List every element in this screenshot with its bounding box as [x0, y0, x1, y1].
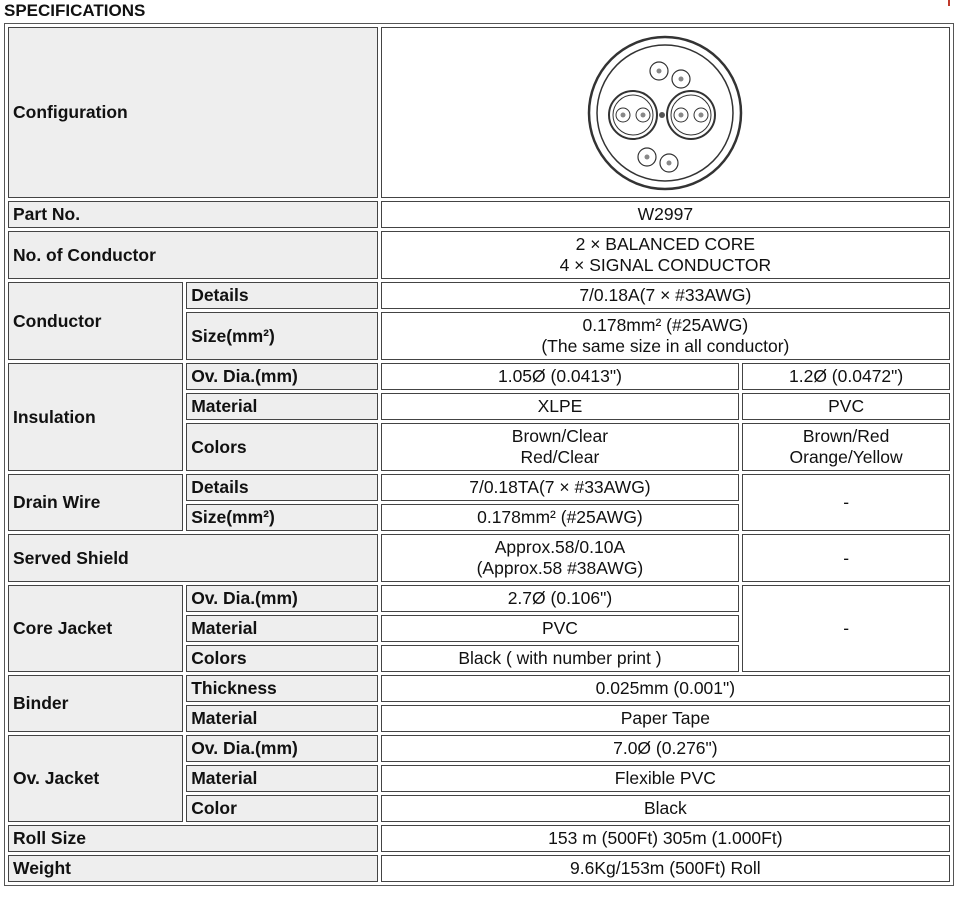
core-jacket-colors-value: Black ( with number print )	[381, 645, 740, 672]
table-row	[8, 534, 950, 582]
served-shield-label: Served Shield	[8, 534, 378, 582]
served-shield-other: -	[742, 534, 950, 582]
drain-wire-details-label: Details	[186, 474, 378, 501]
drain-wire-size-value: 0.178mm² (#25AWG)	[381, 504, 740, 531]
ov-jacket-color-label: Color	[186, 795, 378, 822]
insulation-colors-b-line-2: Orange/Yellow	[789, 447, 903, 467]
ov-jacket-material-value: Flexible PVC	[381, 765, 950, 792]
binder-label: Binder	[8, 675, 183, 732]
insulation-dia-b: 1.2Ø (0.0472")	[742, 363, 950, 390]
insulation-label: Insulation	[8, 363, 183, 471]
part-no-value: W2997	[381, 201, 950, 228]
conductors-line-2: 4 × SIGNAL CONDUCTOR	[559, 255, 772, 275]
insulation-dia-a: 1.05Ø (0.0413")	[381, 363, 740, 390]
ov-jacket-dia-value: 7.0Ø (0.276")	[381, 735, 950, 762]
ov-jacket-material-label: Material	[186, 765, 378, 792]
table-row	[8, 855, 950, 882]
core-jacket-other: -	[742, 585, 950, 672]
roll-size-value: 153 m (500Ft) 305m (1.000Ft)	[381, 825, 950, 852]
core-jacket-colors-label: Colors	[186, 645, 378, 672]
drain-wire-label: Drain Wire	[8, 474, 183, 531]
served-shield-value	[381, 534, 740, 582]
ov-jacket-label: Ov. Jacket	[8, 735, 183, 822]
core-jacket-label: Core Jacket	[8, 585, 183, 672]
table-row	[8, 27, 950, 198]
core-jacket-material-label: Material	[186, 615, 378, 642]
conductor-details-value: 7/0.18A(7 × #33AWG)	[381, 282, 950, 309]
insulation-material-b: PVC	[742, 393, 950, 420]
insulation-material-label: Material	[186, 393, 378, 420]
table-row	[8, 585, 950, 612]
part-no-label: Part No.	[8, 201, 378, 228]
cable-cross-section-diagram	[585, 33, 745, 193]
table-row	[8, 231, 950, 279]
insulation-material-a: XLPE	[381, 393, 740, 420]
conductor-label: Conductor	[8, 282, 183, 360]
page-title: SPECIFICATIONS	[4, 1, 146, 20]
drain-wire-details-value: 7/0.18TA(7 × #33AWG)	[381, 474, 740, 501]
served-shield-line-1: Approx.58/0.10A	[494, 537, 626, 557]
served-shield-line-2: (Approx.58 #38AWG)	[476, 558, 644, 578]
ov-jacket-dia-label: Ov. Dia.(mm)	[186, 735, 378, 762]
specifications-table	[4, 23, 954, 886]
drain-wire-other: -	[742, 474, 950, 531]
configuration-image-cell	[381, 27, 950, 198]
table-row	[8, 474, 950, 501]
corner-mark	[948, 0, 950, 6]
insulation-colors-b-line-1: Brown/Red	[802, 426, 890, 446]
weight-label: Weight	[8, 855, 378, 882]
conductor-size-label: Size(mm²)	[186, 312, 378, 360]
insulation-colors-b	[742, 423, 950, 471]
drain-wire-size-label: Size(mm²)	[186, 504, 378, 531]
insulation-colors-a-line-2: Red/Clear	[520, 447, 600, 467]
insulation-dia-label: Ov. Dia.(mm)	[186, 363, 378, 390]
conductors-value	[381, 231, 950, 279]
insulation-colors-label: Colors	[186, 423, 378, 471]
binder-thickness-value: 0.025mm (0.001")	[381, 675, 950, 702]
conductor-size-value	[381, 312, 950, 360]
conductor-details-label: Details	[186, 282, 378, 309]
table-row	[8, 363, 950, 390]
weight-value: 9.6Kg/153m (500Ft) Roll	[381, 855, 950, 882]
table-row	[8, 675, 950, 702]
core-jacket-dia-label: Ov. Dia.(mm)	[186, 585, 378, 612]
configuration-label: Configuration	[8, 27, 378, 198]
core-jacket-material-value: PVC	[381, 615, 740, 642]
core-jacket-dia-value: 2.7Ø (0.106")	[381, 585, 740, 612]
conductors-line-1: 2 × BALANCED CORE	[575, 234, 756, 254]
table-row	[8, 735, 950, 762]
conductors-label: No. of Conductor	[8, 231, 378, 279]
roll-size-label: Roll Size	[8, 825, 378, 852]
binder-material-value: Paper Tape	[381, 705, 950, 732]
insulation-colors-a	[381, 423, 740, 471]
ov-jacket-color-value: Black	[381, 795, 950, 822]
insulation-colors-a-line-1: Brown/Clear	[511, 426, 609, 446]
table-row	[8, 201, 950, 228]
table-row	[8, 282, 950, 309]
conductor-size-line-1: 0.178mm² (#25AWG)	[582, 315, 749, 335]
binder-material-label: Material	[186, 705, 378, 732]
table-row	[8, 825, 950, 852]
binder-thickness-label: Thickness	[186, 675, 378, 702]
conductor-size-line-2: (The same size in all conductor)	[541, 336, 790, 356]
